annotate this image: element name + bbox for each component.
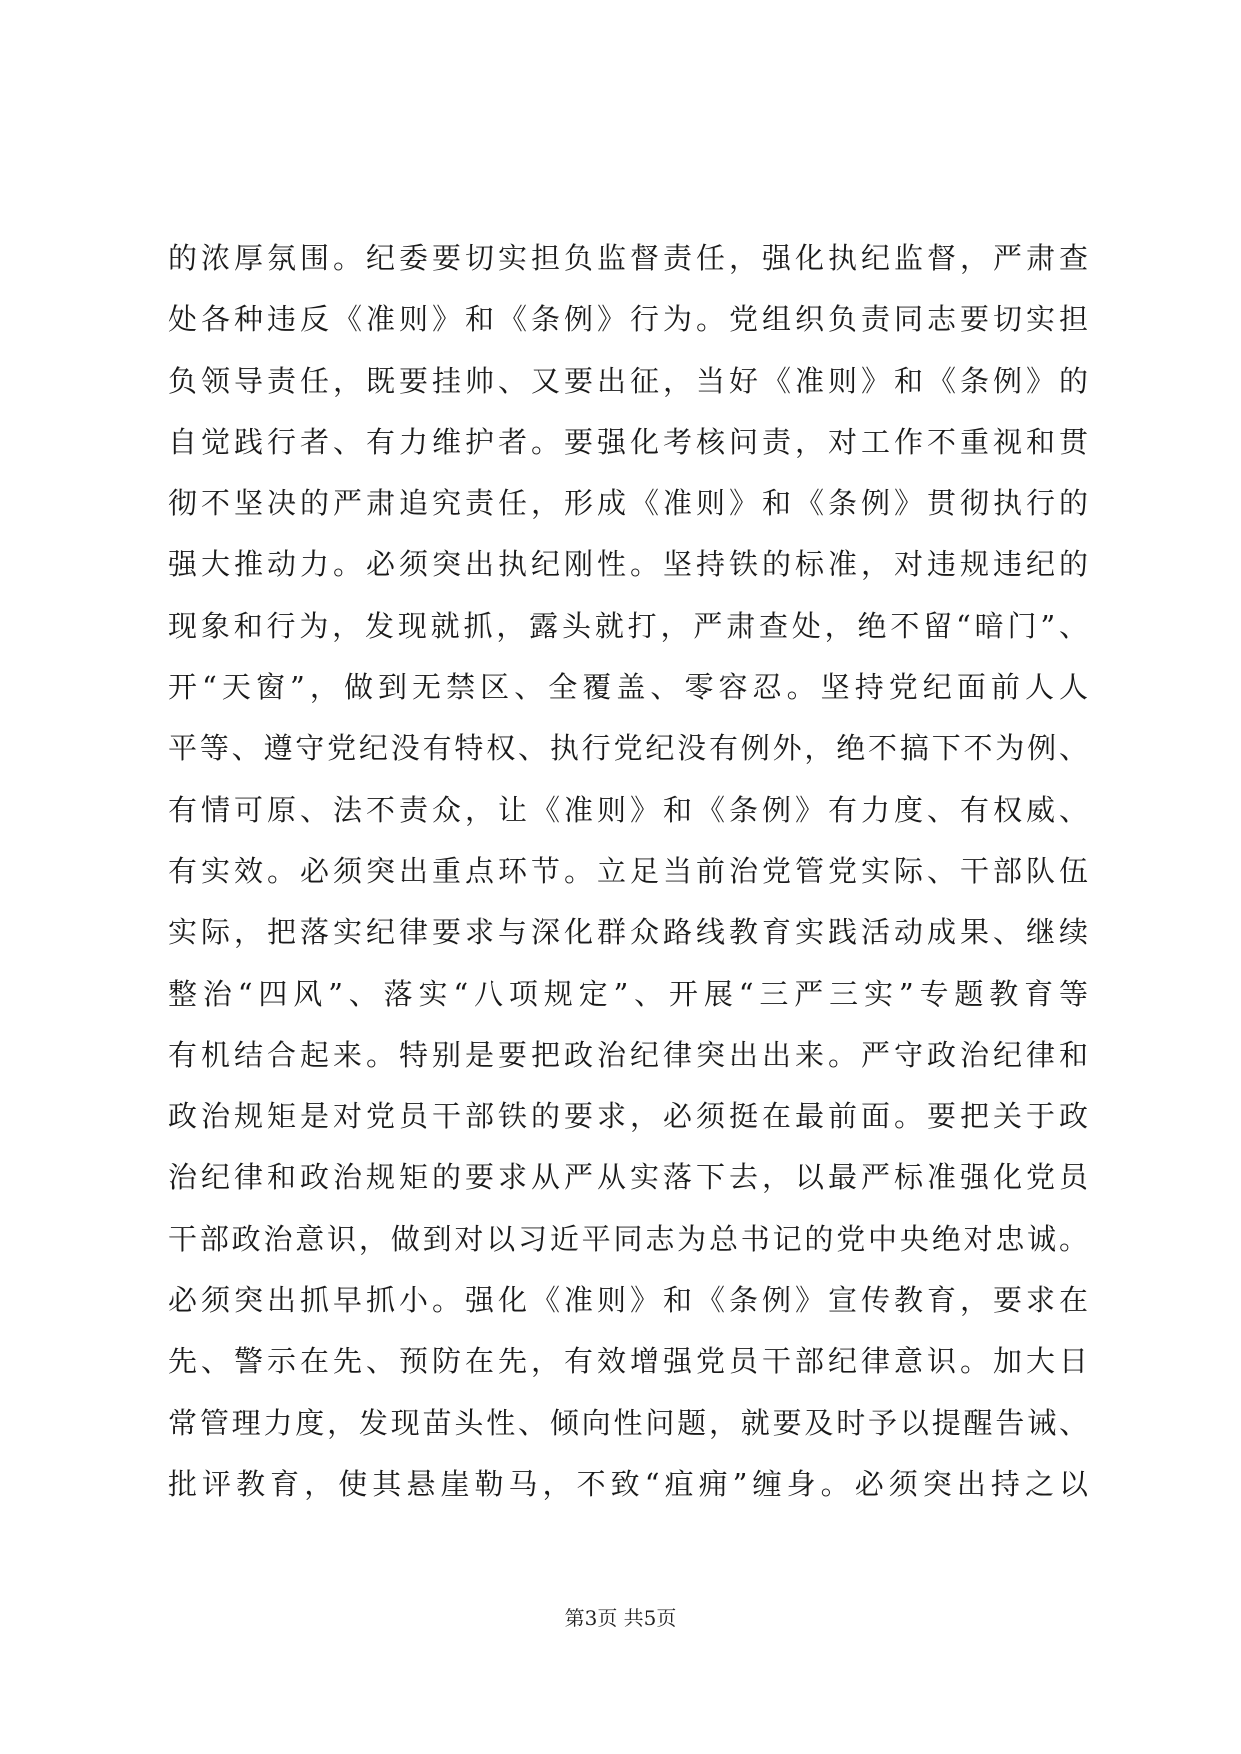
page-number-footer: 第3页 共5页	[564, 1606, 677, 1630]
text-line: 批评教育，使其悬崖勒马，不致“疽痈”缠身。必须突出持之以	[168, 1466, 1088, 1501]
text-line: 整治“四风”、落实“八项规定”、开展“三严三实”专题教育等	[168, 976, 1088, 1011]
text-line: 有实效。必须突出重点环节。立足当前治党管党实际、干部队伍	[168, 853, 1088, 888]
text-line: 负领导责任，既要挂帅、又要出征，当好《准则》和《条例》的	[168, 363, 1088, 398]
text-line: 干部政治意识，做到对以习近平同志为总书记的党中央绝对忠诚。	[168, 1221, 1088, 1256]
text-line: 先、警示在先、预防在先，有效增强党员干部纪律意识。加大日	[168, 1344, 1088, 1379]
text-line: 的浓厚氛围。纪委要切实担负监督责任，强化执纪监督，严肃查	[168, 241, 1088, 275]
text-line: 现象和行为，发现就抓，露头就打，严肃查处，绝不留“暗门”、	[168, 608, 1088, 643]
text-line: 强大推动力。必须突出执纪刚性。坚持铁的标准，对违规违纪的	[168, 547, 1088, 582]
text-line: 政治规矩是对党员干部铁的要求，必须挺在最前面。要把关于政	[168, 1099, 1088, 1134]
text-line: 开“天窗”，做到无禁区、全覆盖、零容忍。坚持党纪面前人人	[168, 670, 1088, 705]
text-line: 必须突出抓早抓小。强化《准则》和《条例》宣传教育，要求在	[168, 1283, 1088, 1318]
text-line: 平等、遵守党纪没有特权、执行党纪没有例外，绝不搞下不为例、	[168, 731, 1088, 766]
text-line: 有情可原、法不责众，让《准则》和《条例》有力度、有权威、	[168, 792, 1088, 827]
text-line: 常管理力度，发现苗头性、倾向性问题，就要及时予以提醒告诫、	[168, 1405, 1088, 1440]
text-line: 处各种违反《准则》和《条例》行为。党组织负责同志要切实担	[168, 302, 1088, 337]
text-line: 治纪律和政治规矩的要求从严从实落下去，以最严标准强化党员	[168, 1160, 1088, 1195]
text-line: 彻不坚决的严肃追究责任，形成《准则》和《条例》贯彻执行的	[168, 486, 1088, 521]
text-line: 自觉践行者、有力维护者。要强化考核问责，对工作不重视和贯	[168, 424, 1088, 459]
body-text	[168, 228, 1088, 1515]
text-line: 有机结合起来。特别是要把政治纪律突出出来。严守政治纪律和	[168, 1037, 1088, 1072]
text-line: 实际，把落实纪律要求与深化群众路线教育实践活动成果、继续	[168, 915, 1088, 950]
